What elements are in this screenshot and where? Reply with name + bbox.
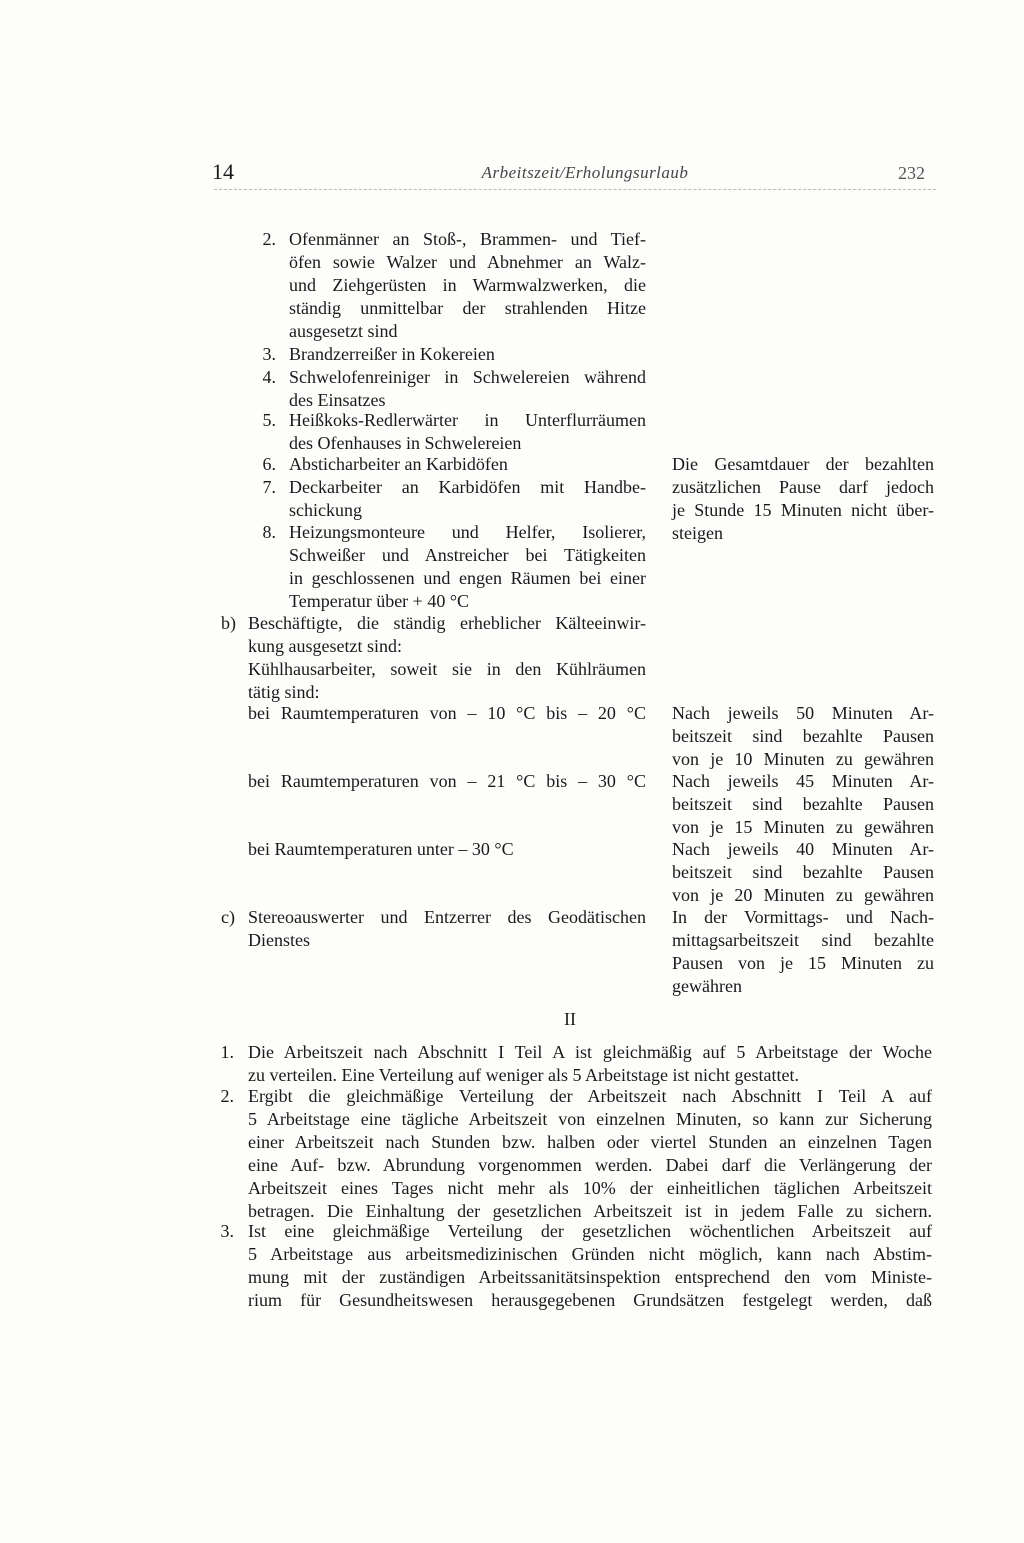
paragraph (248, 1085, 932, 1223)
text-line: Kühlhausarbeiter, soweit sie in den Kühlräumen (248, 659, 646, 679)
list-item (289, 228, 646, 343)
note-pause-40 (672, 838, 934, 907)
text-line: Nach jeweils 40 Minuten Ar- (672, 839, 934, 859)
text-line: bei Raumtemperaturen von – 10 °C bis – 20 °C (248, 703, 646, 723)
running-title: Arbeitszeit/Erholungsurlaub (481, 163, 689, 182)
item-number: 2. (262, 229, 276, 249)
text-line: Brandzerreißer in Kokereien (289, 344, 495, 364)
text-line: von je 20 Minuten zu gewähren (672, 885, 934, 905)
text-line: rium für Gesundheitswesen herausgegebenen Grundsätzen festgelegt werden, daß (248, 1290, 932, 1310)
text-line: ständig unmittelbar der strahlenden Hitze (289, 298, 646, 318)
note-pause-duration (672, 453, 934, 545)
text-line: je Stunde 15 Minuten nicht über- (672, 500, 934, 520)
text-line: Ist eine gleichmäßige Verteilung der gesetzlichen wöchentlichen Arbeitszeit auf (248, 1221, 932, 1241)
text-line: ausgesetzt sind (289, 321, 398, 341)
temperature-range-3 (248, 838, 646, 861)
text-line: eine Auf- bzw. Abrundung vorgenommen werden. Dabei darf die Verlängerung der (248, 1155, 932, 1175)
list-item (289, 453, 646, 476)
text-line: steigen (672, 523, 723, 543)
text-line: kung ausgesetzt sind: (248, 636, 402, 656)
item-label-c: c) (221, 907, 235, 927)
text-line: von je 15 Minuten zu gewähren (672, 817, 934, 837)
text-line: Absticharbeiter an Karbidöfen (289, 454, 508, 474)
item-number: 3. (220, 1221, 234, 1241)
text-line: Die Gesamtdauer der bezahlten (672, 454, 934, 474)
text-line: zu verteilen. Eine Verteilung auf weniger als 5 Arbeitstage ist nicht gestattet. (248, 1065, 799, 1085)
text-line: Ofenmänner an Stoß-, Brammen- und Tief- (289, 229, 646, 249)
paragraph (248, 1041, 932, 1087)
text-line: Deckarbeiter an Karbidöfen mit Handbe- (289, 477, 646, 497)
text-line: bei Raumtemperaturen unter – 30 °C (248, 839, 514, 859)
text-line: und Ziehgerüsten in Warmwalzwerken, die (289, 275, 646, 295)
text-line: Temperatur über + 40 °C (289, 591, 470, 611)
page-number: 232 (898, 163, 925, 183)
note-pause-morning-afternoon (672, 906, 934, 998)
temperature-range-1 (248, 702, 646, 725)
text-line: einer Arbeitszeit nach Stunden bzw. halben oder viertel Stunden an einzelnen Tagen (248, 1132, 932, 1152)
text-line: beitszeit sind bezahlte Pausen (672, 862, 934, 882)
text-line: 5 Arbeitstage aus arbeitsmedizinischen Gründen nicht möglich, kann nach Abstim- (248, 1244, 932, 1264)
section-heading: II (564, 1009, 576, 1029)
note-pause-50 (672, 702, 934, 771)
group-c (248, 906, 646, 952)
text-line: tätig sind: (248, 682, 320, 702)
text-line: in geschlossenen und engen Räumen bei einer (289, 568, 646, 588)
item-number: 5. (262, 410, 276, 430)
text-line: des Ofenhauses in Schwelereien (289, 433, 522, 453)
item-number: 6. (262, 454, 276, 474)
text-line: Stereoauswerter und Entzerrer des Geodätischen (248, 907, 646, 927)
text-line: Beschäftigte, die ständig erheblicher Kälteeinwir- (248, 613, 646, 633)
text-line: Pausen von je 15 Minuten zu (672, 953, 934, 973)
item-number: 1. (220, 1042, 234, 1062)
text-line: öfen sowie Walzer und Abnehmer an Walz- (289, 252, 646, 272)
text-line: In der Vormittags- und Nach- (672, 907, 934, 927)
note-pause-45 (672, 770, 934, 839)
list-item (289, 366, 646, 412)
text-line: Heißkoks-Redlerwärter in Unterflurräumen (289, 410, 646, 430)
text-line: Arbeitszeit eines Tages nicht mehr als 10% der einheitlichen täglichen Arbeitszeit (248, 1178, 932, 1198)
text-line: Nach jeweils 45 Minuten Ar- (672, 771, 934, 791)
text-line: schickung (289, 500, 362, 520)
text-line: Ergibt die gleichmäßige Verteilung der Arbeitszeit nach Abschnitt I Teil A auf (248, 1086, 932, 1106)
temperature-range-2 (248, 770, 646, 793)
text-line: des Einsatzes (289, 390, 386, 410)
text-line: Nach jeweils 50 Minuten Ar- (672, 703, 934, 723)
text-line: von je 10 Minuten zu gewähren (672, 749, 934, 769)
item-number: 3. (262, 344, 276, 364)
header-rule (214, 189, 936, 190)
item-number: 8. (262, 522, 276, 542)
item-number: 4. (262, 367, 276, 387)
text-line: Die Arbeitszeit nach Abschnitt I Teil A ist gleichmäßig auf 5 Arbeitstage der Woche (248, 1042, 932, 1062)
text-line: beitszeit sind bezahlte Pausen (672, 726, 934, 746)
text-line: betragen. Die Einhaltung der gesetzlichen Arbeitszeit ist in jedem Falle zu sichern. (248, 1201, 932, 1221)
text-line: mittagsarbeitszeit sind bezahlte (672, 930, 934, 950)
item-number: 2. (220, 1086, 234, 1106)
list-item (289, 343, 646, 366)
item-number: 7. (262, 477, 276, 497)
text-line: beitszeit sind bezahlte Pausen (672, 794, 934, 814)
text-line: bei Raumtemperaturen von – 21 °C bis – 30 °C (248, 771, 646, 791)
text-line: Schwelofenreiniger in Schwelereien während (289, 367, 646, 387)
list-item (289, 476, 646, 522)
list-item (289, 409, 646, 455)
text-line: gewähren (672, 976, 742, 996)
text-line: mung mit der zuständigen Arbeitssanitätsinspektion entsprechend den vom Ministe- (248, 1267, 932, 1287)
paragraph (248, 1220, 932, 1312)
text-line: 5 Arbeitstage eine tägliche Arbeitszeit von einzelnen Minuten, so kann zur Sicherung (248, 1109, 932, 1129)
text-line: Schweißer und Anstreicher bei Tätigkeiten (289, 545, 646, 565)
item-label-b: b) (221, 613, 236, 633)
list-item (289, 521, 646, 613)
text-line: Heizungsmonteure und Helfer, Isolierer, (289, 522, 646, 542)
group-b (248, 612, 646, 704)
text-line: zusätzlichen Pause darf jedoch (672, 477, 934, 497)
section-number: 14 (212, 159, 234, 184)
text-line: Dienstes (248, 930, 310, 950)
